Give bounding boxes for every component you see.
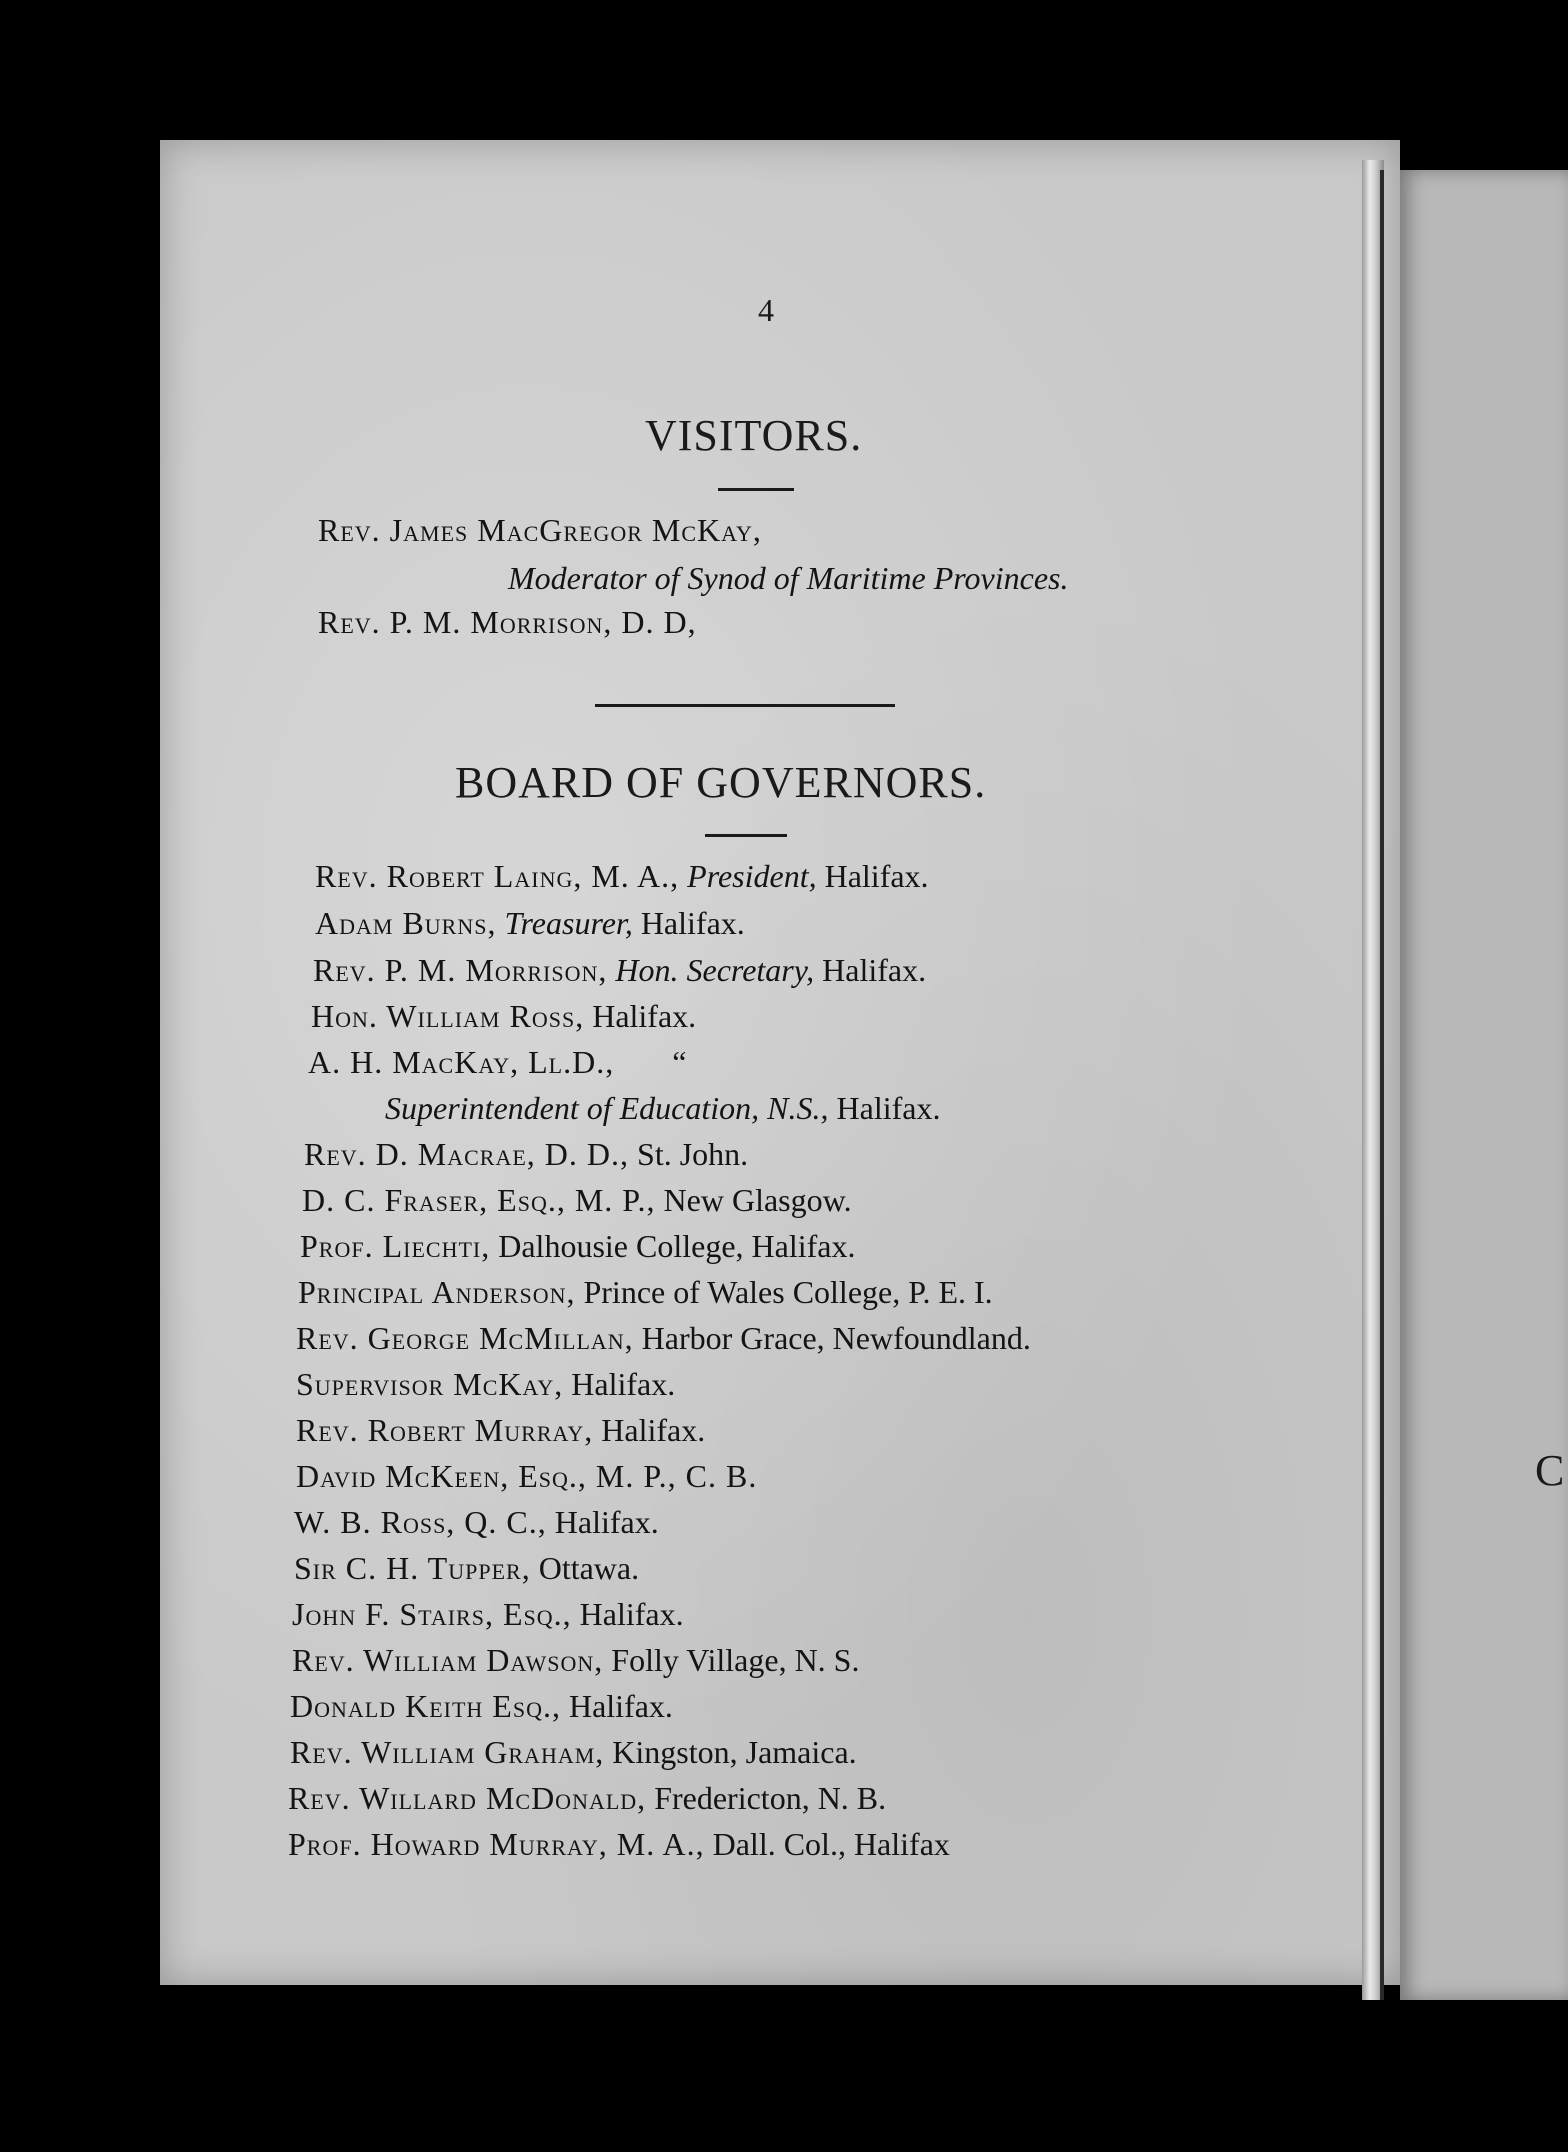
- governor-entry: [290, 1688, 673, 1725]
- governor-title: Treasurer,: [504, 905, 633, 941]
- governor-place: Folly Village, N. S.: [611, 1642, 860, 1678]
- governor-place: Kingston, Jamaica.: [612, 1734, 857, 1770]
- governor-entry: [288, 1826, 950, 1863]
- adjacent-page-glyph: C: [1535, 1446, 1565, 1495]
- governor-place: St. John.: [637, 1136, 749, 1172]
- governor-place: Halifax.: [554, 1504, 659, 1540]
- governor-entry: [311, 998, 696, 1035]
- visitors-rule: [718, 488, 794, 491]
- governor-entry: [294, 1504, 659, 1541]
- adjacent-page: [1400, 170, 1568, 2000]
- governor-place: Dalhousie College, Halifax.: [498, 1228, 856, 1264]
- governor-name: Rev. William Dawson,: [292, 1642, 604, 1678]
- governor-entry: [304, 1136, 748, 1173]
- board-rule: [705, 834, 787, 837]
- governor-entry: [315, 858, 929, 895]
- governor-place: Harbor Grace, Newfoundland.: [641, 1320, 1031, 1356]
- governor-name: Prof. Liechti,: [300, 1228, 491, 1264]
- governor-name: John F. Stairs, Esq.,: [292, 1596, 572, 1632]
- governor-entry: [296, 1320, 1031, 1357]
- governor-entry: [315, 905, 745, 942]
- governor-entry: [288, 1780, 886, 1817]
- governor-name: Rev. Willard McDonald,: [288, 1780, 647, 1816]
- governor-entry: [308, 1044, 686, 1081]
- governor-name: Rev. William Graham,: [290, 1734, 605, 1770]
- governor-entry: [300, 1228, 855, 1265]
- governor-title: Superintendent of Education, N.S.,: [385, 1090, 829, 1126]
- governor-place: “: [672, 1044, 687, 1080]
- governor-name: W. B. Ross, Q. C.,: [294, 1504, 547, 1540]
- governor-place: Prince of Wales College, P. E. I.: [583, 1274, 993, 1310]
- governor-name: David McKeen, Esq., M. P., C. B.: [296, 1458, 758, 1494]
- governor-entry: [313, 952, 926, 989]
- visitor-name: Rev. James MacGregor McKay,: [318, 512, 762, 548]
- governor-name: Supervisor McKay,: [296, 1366, 564, 1402]
- visitor-name: Rev. P. M. Morrison, D. D,: [318, 604, 697, 640]
- governor-name: Rev. George McMillan,: [296, 1320, 634, 1356]
- governor-place: Halifax.: [568, 1688, 673, 1724]
- governor-place: Halifax.: [822, 952, 927, 988]
- binding-line: [1380, 170, 1384, 2000]
- visitor-role: Moderator of Synod of Maritime Provinces.: [508, 560, 1069, 596]
- governor-place: Halifax.: [640, 905, 745, 941]
- governor-place: Dall. Col., Halifax: [712, 1826, 950, 1862]
- board-heading: BOARD OF GOVERNORS.: [455, 758, 987, 807]
- governor-name: Principal Anderson,: [298, 1274, 576, 1310]
- governor-place: Ottawa.: [538, 1550, 640, 1586]
- governor-name: D. C. Fraser, Esq., M. P.,: [302, 1182, 656, 1218]
- governor-entry: [296, 1458, 757, 1495]
- visitors-heading: VISITORS.: [645, 411, 863, 460]
- governor-name: Rev. Robert Laing, M. A.,: [315, 858, 680, 894]
- governor-place: New Glasgow.: [663, 1182, 852, 1218]
- governor-entry: [302, 1182, 852, 1219]
- governor-entry: [292, 1642, 859, 1679]
- governor-entry: [296, 1366, 675, 1403]
- governor-place: Halifax.: [571, 1366, 676, 1402]
- governor-name: Rev. P. M. Morrison,: [313, 952, 608, 988]
- governor-place: Fredericton, N. B.: [654, 1780, 887, 1816]
- governor-name: Rev. Robert Murray,: [296, 1412, 594, 1448]
- governor-name: Sir C. H. Tupper,: [294, 1550, 531, 1586]
- governor-name: Rev. D. Macrae, D. D.,: [304, 1136, 630, 1172]
- governor-place: Halifax.: [836, 1090, 941, 1126]
- governor-entry: [385, 1090, 940, 1127]
- governor-entry: [292, 1596, 684, 1633]
- governor-name: A. H. MacKay, Ll.D.,: [308, 1044, 615, 1080]
- page-number: 4: [758, 292, 774, 328]
- governor-title: President,: [687, 858, 817, 894]
- governor-place: Halifax.: [601, 1412, 706, 1448]
- governor-entry: [294, 1550, 639, 1587]
- governor-entry: [296, 1412, 705, 1449]
- governor-place: Halifax.: [824, 858, 929, 894]
- governor-name: Donald Keith Esq.,: [290, 1688, 561, 1724]
- governor-name: Adam Burns,: [315, 905, 497, 941]
- governor-name: Prof. Howard Murray, M. A.,: [288, 1826, 705, 1862]
- governor-place: Halifax.: [592, 998, 697, 1034]
- governor-place: Halifax.: [579, 1596, 684, 1632]
- section-divider: [595, 704, 895, 707]
- governor-title: Hon. Secretary,: [615, 952, 815, 988]
- governor-name: Hon. William Ross,: [311, 998, 585, 1034]
- governor-entry: [298, 1274, 993, 1311]
- governor-entry: [290, 1734, 857, 1771]
